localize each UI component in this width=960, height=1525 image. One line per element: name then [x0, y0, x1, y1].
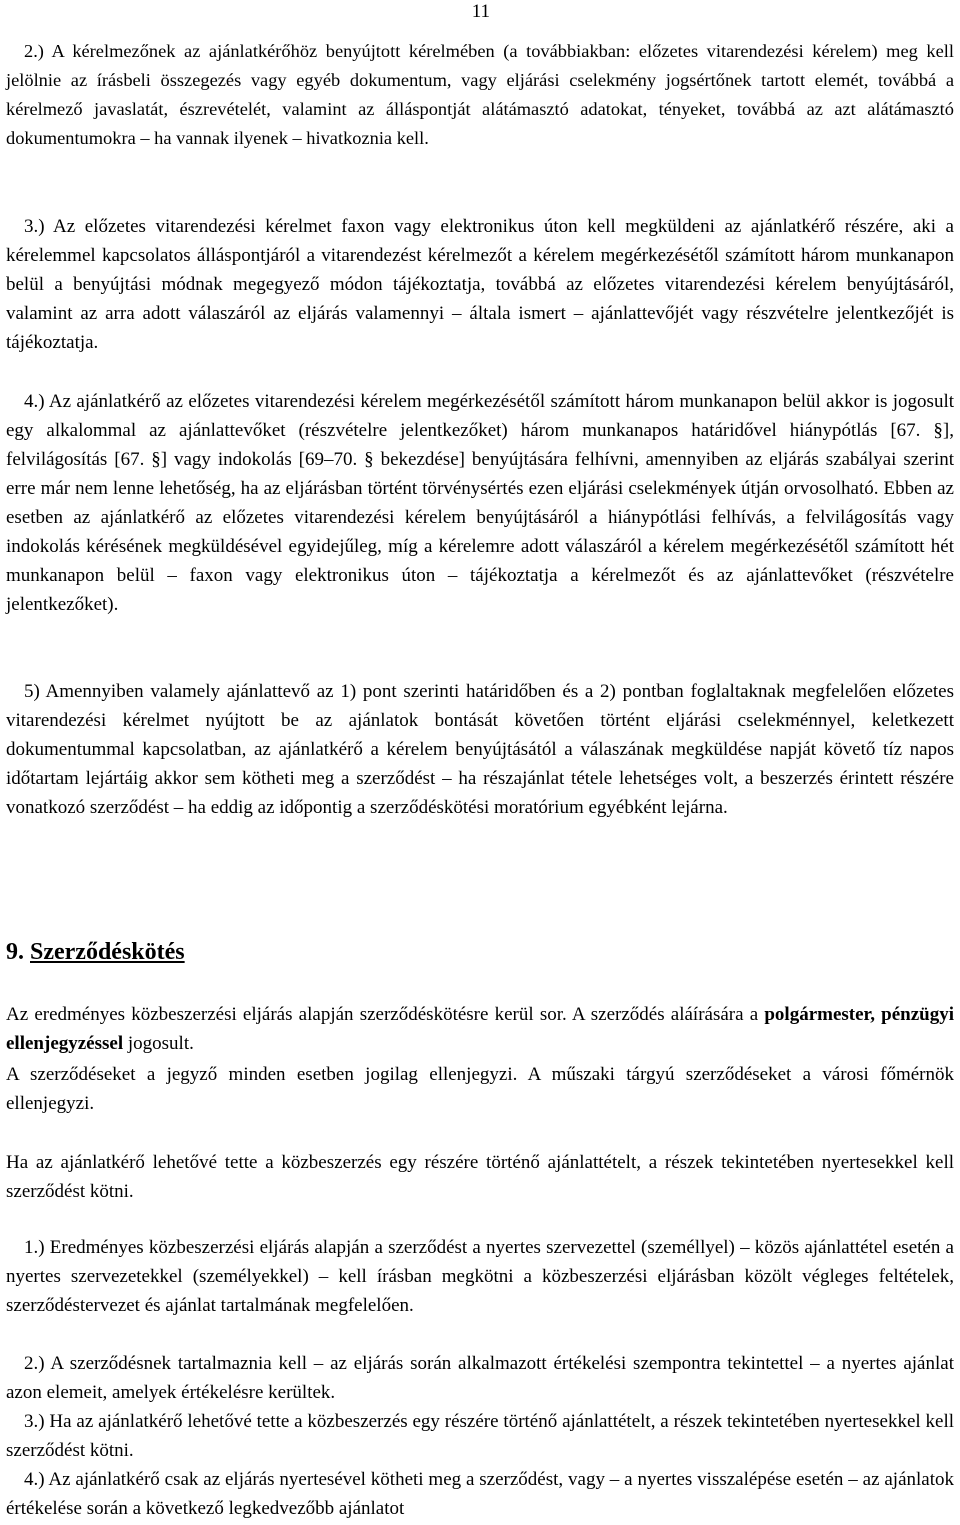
paragraph-3-text: 3.) Az előzetes vitarendezési kérelmet faxon vagy elektronikus úton kell megküldeni az ajánlatkérő részére, aki a kérelemmel kapcsolatos álláspontjáról a vitarendezést kérelmezőt a kérelem megérkezésétől számított három munkanapon belül a benyújtási módnak megegyező módon tájékoztatja, továbbá az előzetes vitarendezési kérelem benyújtásáról, valamint az arra adott válaszáról az eljárás valamennyi – általa ismert – ajánlattevőjét vagy részvételre jelentkezőjét is tájékoztatja.: [6, 216, 954, 353]
signing-text-before: Az eredményes közbeszerzési eljárás alapján szerződéskötésre kerül sor. A szerződés aláírására a: [6, 1004, 765, 1025]
contract-point-1-text: 1.) Eredményes közbeszerzési eljárás alapján a szerződést a nyertes szervezettel (személlyel) – közös ajánlattétel esetén a nyertes szervezetekkel (személyekkel) – kell írásban megkötni a közbeszerzési eljárásban közölt végleges feltételek, szerződéstervezet és ajánlat tartalmának megfelelően.: [6, 1237, 954, 1316]
contract-point-4-text: 4.) Az ajánlatkérő csak az eljárás nyertesével kötheti meg a szerződést, vagy – a nyertes visszalépése esetén – az ajánlatok értékelése során a következő legkedvezőbb ajánlatot: [6, 1469, 954, 1519]
section-title: Szerződéskötés: [30, 939, 185, 965]
page-number: 11: [471, 1, 490, 22]
section-heading: [6, 936, 185, 968]
contract-point-2-text: 2.) A szerződésnek tartalmaznia kell – az eljárás során alkalmazott értékelési szempontra tekintettel – a nyertes ajánlat azon elemeit, amelyek értékelésre kerültek.: [6, 1353, 954, 1403]
signing-paragraph: [6, 1000, 954, 1058]
paragraph-5: [6, 677, 954, 822]
paragraph-2: [6, 37, 954, 153]
partial-tender-paragraph: [6, 1148, 954, 1206]
signing-text-bold: polgármester, pénzügyi ellenjegyzéssel: [6, 1004, 955, 1054]
contract-point-2: [6, 1349, 954, 1407]
paragraph-2-text: 2.) A kérelmezőnek az ajánlatkérőhöz benyújtott kérelmében (a továbbiakban: előzetes vitarendezési kérelem) meg kell jelölnie az írásbeli összegezés vagy egyéb dokumentum, vagy eljárási cselekmény jogsértőnek tartott elemét, továbbá a kérelmező javaslatát, észrevételét, valamint az álláspontját alátámasztó adatokat, tényeket, továbbá az azt alátámasztó dokumentumokra – ha vannak ilyenek – hivatkoznia kell.: [6, 41, 954, 148]
section-number: 9.: [6, 939, 24, 965]
contract-point-3: [6, 1407, 954, 1465]
paragraph-4: [6, 387, 954, 619]
countersign-text: A szerződéseket a jegyző minden esetben jogilag ellenjegyzi. A műszaki tárgyú szerződéseket a városi főmérnök ellenjegyzi.: [6, 1064, 954, 1114]
countersign-paragraph: [6, 1060, 954, 1118]
paragraph-4-text: 4.) Az ajánlatkérő az előzetes vitarendezési kérelem megérkezésétől számított három munkanapon belül akkor is jogosult egy alkalommal az ajánlattevőket (részvételre jelentkezőket) három munkanapos határidővel hiánypótlás [67. §], felvilágosítás [67. §] vagy indokolás [69–70. § bekezdése] benyújtására felhívni, amennyiben az eljárás szabályai szerint erre már nem lenne lehetőség, ha az eljárásban történt törvénysértés ezen eljárási cselekmények útján orvosolható. Ebben az esetben az ajánlatkérő az előzetes vitarendezési kérelem benyújtásáról a hiánypótlási felhívás, a felvilágosítás vagy indokolás kérésének megküldésével egyidejűleg, míg a kérelemre adott válaszáról a kérelem megérkezésétől számított hét munkanapon belül – faxon vagy elektronikus úton – tájékoztatja a kérelmezőt és az ajánlattevőket (részvételre jelentkezőket).: [6, 391, 954, 615]
contract-point-4: [6, 1465, 954, 1523]
contract-point-1: [6, 1233, 954, 1320]
signing-text-after: jogosult.: [123, 1033, 194, 1054]
paragraph-3: [6, 212, 954, 357]
paragraph-5-text: 5) Amennyiben valamely ajánlattevő az 1) pont szerinti határidőben és a 2) pontban foglaltaknak megfelelően előzetes vitarendezési kérelmet nyújtott be az ajánlatok bontását követően történt eljárási cselekménnyel, keletkezett dokumentummal kapcsolatban, az ajánlatkérő a kérelem benyújtásától a válaszának megküldése napját követő tíz napos időtartam lejártáig akkor sem kötheti meg a szerződést – ha részajánlat tétele lehetséges volt, a beszerzés érintett részére vonatkozó szerződést – ha eddig az időpontig a szerződéskötési moratórium egyébként lejárna.: [6, 681, 954, 818]
partial-tender-text: Ha az ajánlatkérő lehetővé tette a közbeszerzés egy részére történő ajánlattételt, a részek tekintetében nyertesekkel kell szerződést kötni.: [6, 1152, 954, 1202]
contract-point-3-text: 3.) Ha az ajánlatkérő lehetővé tette a közbeszerzés egy részére történő ajánlattételt, a részek tekintetében nyertesekkel kell szerződést kötni.: [6, 1411, 954, 1461]
